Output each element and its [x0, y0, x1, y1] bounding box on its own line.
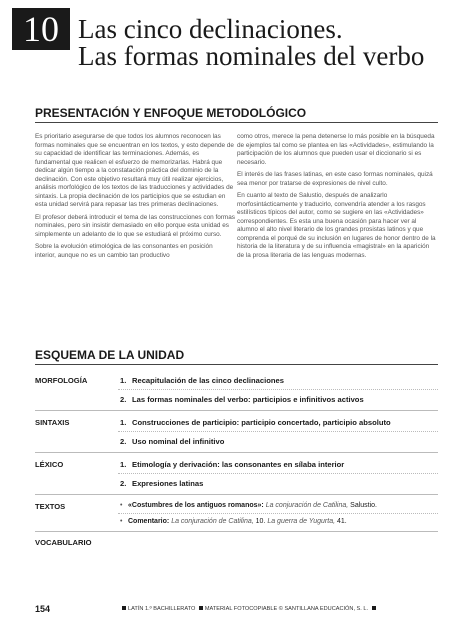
- vocabulario-label: VOCABULARIO: [35, 538, 92, 547]
- textos-label: TEXTOS: [35, 502, 66, 511]
- outline-heading: ESQUEMA DE LA UNIDAD: [35, 348, 185, 362]
- presentation-heading: PRESENTACIÓN Y ENFOQUE METODOLÓGICO: [35, 106, 307, 120]
- chapter-number-box: 10: [12, 8, 70, 50]
- divider: [118, 389, 438, 390]
- title-line-2: Las formas nominales del verbo: [78, 41, 425, 71]
- title-line-1: Las cinco declinaciones.: [78, 14, 343, 44]
- lexico-label: LÉXICO: [35, 460, 64, 469]
- page-number: 154: [35, 604, 51, 614]
- sintaxis-item-1: 1. Construcciones de participio: participio concertado, participio absoluto: [120, 418, 391, 427]
- morfologia-label: MORFOLOGÍA: [35, 376, 88, 385]
- square-icon: [372, 606, 376, 610]
- square-icon: [122, 606, 126, 610]
- page-footer: LATÍN 1.º BACHILLERATO MATERIAL FOTOCOPIABLE © SANTILLANA EDUCACIÓN, S. L.: [120, 606, 378, 612]
- bullet-icon: •: [120, 502, 123, 509]
- sintaxis-label: SINTAXIS: [35, 418, 70, 427]
- divider: [118, 513, 438, 514]
- textos-item-1: • «Costumbres de los antiguos romanos»: La conjuración de Catilina, Salustio.: [120, 502, 378, 509]
- divider: [35, 494, 438, 495]
- paragraph: El interés de las frases latinas, en este caso formas nominales, quizá sea menor por tratarse de expresiones de nivel culto.: [237, 171, 433, 187]
- divider: [35, 452, 438, 453]
- paragraph: Es prioritario asegurarse de que todos los alumnos reconocen las formas nominales que se encuentran en los textos, y esto depende de su capacidad de identificar las terminaciones. Además, es fundamental que realicen el esfuerzo de memorizarlas. Habrá que dedicar algún tiempo a la constatación práctica del dominio de la declinación. Con este objetivo resultará muy útil realizar ejercicios, análisis morfológico de los textos de las traducciones y actividades de sintaxis. La propia declinación de los participios que se estudian en esta unidad servirá para repasar las tres primeras declinaciones.: [35, 133, 234, 208]
- lexico-item-2: 2. Expresiones latinas: [120, 479, 204, 488]
- square-icon: [199, 606, 203, 610]
- morfologia-item-1: 1. Recapitulación de las cinco declinaciones: [120, 376, 284, 385]
- divider: [118, 431, 438, 432]
- paragraph: Sobre la evolución etimológica de las consonantes en posición interior, aunque no es un cambio tan productivo: [35, 243, 213, 259]
- presentation-left-column: [35, 133, 235, 264]
- presentation-right-column: [237, 133, 437, 264]
- divider: [118, 473, 438, 474]
- morfologia-item-2: 2. Las formas nominales del verbo: participios e infinitivos activos: [120, 395, 364, 404]
- page-title: [78, 16, 424, 70]
- bullet-icon: •: [120, 518, 123, 525]
- paragraph: El profesor deberá introducir el tema de las construcciones con formas nominales, pero sin insistir demasiado en ello porque esta unidad es simplemente un adelanto de lo que se estudiará el próximo curso.: [35, 213, 235, 238]
- divider: [35, 410, 438, 411]
- paragraph: En cuanto al texto de Salustio, después de analizarlo morfosintácticamente y traducirlo, convendría atender a los rasgos estilísticos típicos del autor, como se sugiere en las «Actividades» correspondientes. Es esta una buena ocasión para hacer ver al alumno el alto nivel literario de los grandes prosistas latinos y que comprenda el porqué de su inclusión en lugares de honor dentro de la historia de la literatura y de su influencia «magistral» en la aparición de la prosa literaria de las lenguas modernas.: [237, 192, 436, 259]
- outline-rule: [35, 364, 438, 365]
- sintaxis-item-2: 2. Uso nominal del infinitivo: [120, 437, 225, 446]
- lexico-item-1: 1. Etimología y derivación: las consonantes en sílaba interior: [120, 460, 345, 469]
- paragraph: como otros, merece la pena detenerse lo más posible en la búsqueda de ejemplos tal como se plantea en las «Actividades», estimulando la participación de los alumnos que pueden usar el diccionario si es necesario.: [237, 133, 435, 166]
- divider: [35, 531, 438, 532]
- textos-item-2: • Comentario: La conjuración de Catilina, 10. La guerra de Yugurta, 41.: [120, 518, 347, 525]
- presentation-rule: [35, 122, 438, 123]
